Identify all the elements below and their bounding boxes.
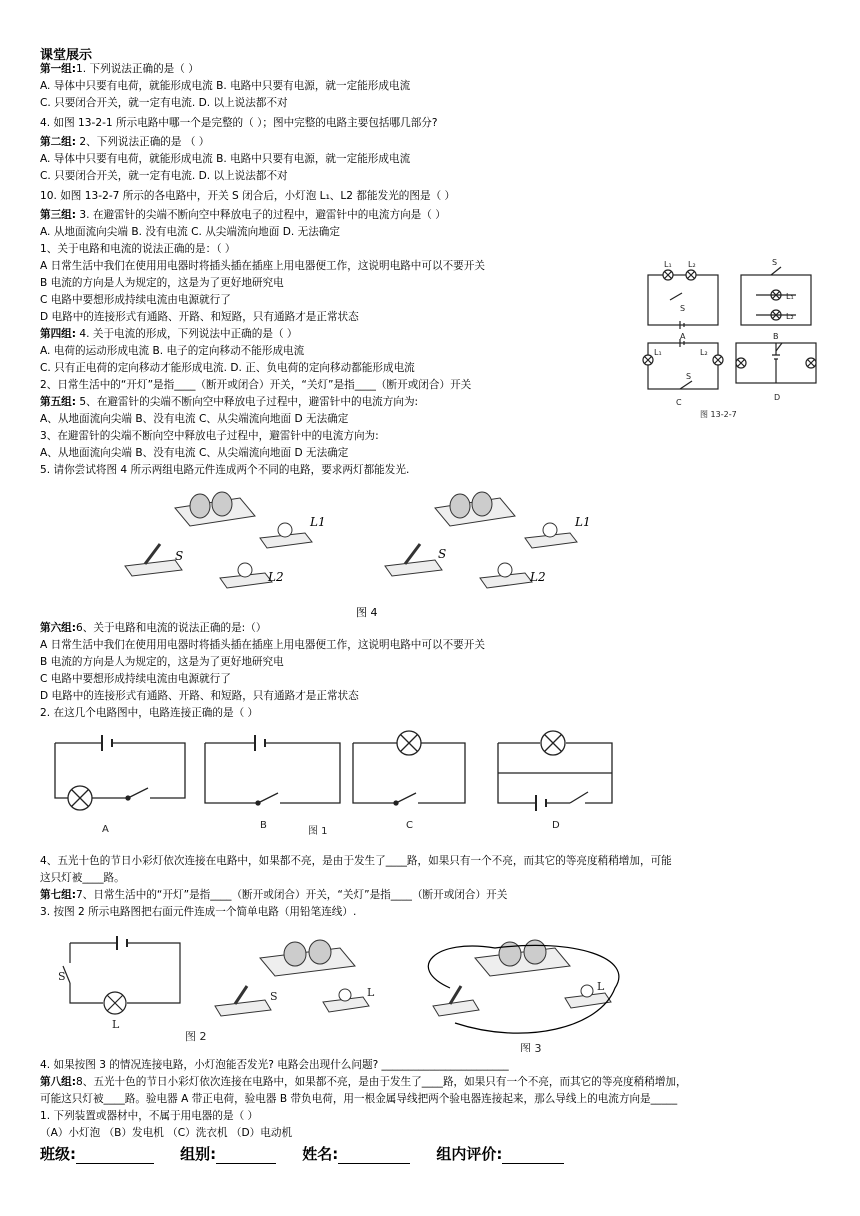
fig-label: L: [112, 1018, 120, 1031]
fig-label: A: [680, 332, 686, 341]
question-line: 第七组:7、日常生活中的“开灯”是指____（断开或闭合）开关，“关灯”是指____（断开或闭合）开关: [40, 889, 508, 901]
fig-caption: 图 1: [308, 826, 328, 837]
question-line: B 电流的方向是人为规定的，这是为了更好地研究电: [40, 277, 284, 289]
fig-label: L₂: [700, 348, 708, 357]
question-line: 可能这只灯被____路。验电器 A 带正电荷，验电器 B 带负电荷，用一根金属导线把两个验电器连接起来，那么导线上的电流方向是_____: [40, 1093, 678, 1105]
question-line: C. 只要闭合开关，就一定有电流. D. 以上说法都不对: [40, 97, 288, 109]
fig-label: D: [774, 393, 781, 402]
question-line: 第八组:8、五光十色的节日小彩灯依次连接在电路中，如果都不亮，是由于发生了____路，如果只有一个不亮，而其它的等亮度稍稍增加，: [40, 1076, 687, 1088]
name-field[interactable]: [338, 1148, 410, 1164]
class-field[interactable]: [76, 1148, 154, 1164]
question-line: 第五组: 5、在避雷针的尖端不断向空中释放电子过程中，避雷针中的电流方向为:: [40, 396, 419, 408]
fig-label: L₂: [786, 312, 794, 321]
fig-caption: 图 13-2-7: [700, 410, 737, 419]
fig-caption: 图 2: [185, 1030, 207, 1043]
question-line: 第一组:1. 下列说法正确的是（ ）: [40, 63, 199, 75]
question-line: 3、在避雷针的尖端不断向空中释放电子过程中，避雷针中的电流方向为:: [40, 430, 379, 442]
question-line: 10. 如图 13-2-7 所示的各电路中，开关 S 闭合后，小灯泡 L₁、L2 都能发光的图是（ ）: [40, 190, 456, 202]
question-line: 3. 按图 2 所示电路图把右面元件连成一个简单电路（用铅笔连线）.: [40, 906, 357, 918]
question-line: C 电路中要想形成持续电流由电源就行了: [40, 294, 231, 306]
question-line: 2、日常生活中的“开灯”是指____（断开或闭合）开关，“关灯”是指____（断开或闭合）开关: [40, 379, 472, 391]
fig-label: L₂: [688, 260, 696, 269]
fig-label: B: [260, 820, 267, 831]
question-line: A. 导体中只要有电荷，就能形成电流 B. 电路中只要有电源，就一定能形成电流: [40, 80, 411, 92]
fig-label: C: [676, 398, 682, 407]
fig-label: L₁: [654, 348, 662, 357]
fig-label: L2: [530, 570, 546, 584]
group-field[interactable]: [216, 1148, 276, 1164]
fig-label: L1: [310, 515, 326, 529]
question-line: D 电路中的连接形式有通路、开路、和短路，只有通路才是正常状态: [40, 690, 359, 702]
question-line: A、从地面流向尖端 B、没有电流 C、从尖端流向地面 D 无法确定: [40, 447, 349, 459]
fig-caption: 图 3: [520, 1042, 542, 1052]
fig-label: B: [773, 332, 779, 341]
question-line: 4. 如果按图 3 的情况连接电路，小灯泡能否发光? 电路会出现什么问题? ________________________: [40, 1059, 509, 1071]
figure-1-circuits: [40, 728, 630, 838]
fig-label: L: [367, 986, 375, 999]
fig-label: A: [102, 824, 109, 835]
question-line: 4. 如图 13-2-1 所示电路中哪一个是完整的（ ）；图中完整的电路主要包括哪几部分?: [40, 117, 438, 129]
question-line: A. 导体中只要有电荷，就能形成电流 B. 电路中只要有电源，就一定能形成电流: [40, 153, 411, 165]
question-line: D 电路中的连接形式有通路、开路、和短路，只有通路才是正常状态: [40, 311, 359, 323]
question-line: A. 从地面流向尖端 B. 没有电流 C. 从尖端流向地面 D. 无法确定: [40, 226, 340, 238]
fig-label: L: [597, 980, 605, 993]
figure-4-components: [120, 478, 600, 598]
group-label: 组别:: [180, 1145, 217, 1163]
figure-13-2-7: [636, 255, 820, 421]
fig-label: C: [406, 820, 413, 831]
page-title: 课堂展示: [40, 48, 93, 63]
fig-label: L1: [575, 515, 591, 529]
fig-label: L₁: [664, 260, 672, 269]
question-line: 第二组: 2、下列说法正确的是 （ ）: [40, 136, 210, 148]
fig-label: L2: [268, 570, 284, 584]
fig-label: S: [680, 304, 686, 313]
name-label: 姓名:: [302, 1145, 339, 1163]
question-line: 第六组:6、关于电路和电流的说法正确的是:（）: [40, 622, 267, 634]
fig-label: D: [552, 820, 560, 831]
evaluation-label: 组内评价:: [436, 1145, 503, 1163]
question-line: A、从地面流向尖端 B、没有电流 C、从尖端流向地面 D 无法确定: [40, 413, 349, 425]
question-line: A. 电荷的运动形成电流 B. 电子的定向移动不能形成电流: [40, 345, 305, 357]
question-line: C 电路中要想形成持续电流由电源就行了: [40, 673, 231, 685]
question-line: （A）小灯泡 （B）发电机 （C）洗衣机 （D）电动机: [40, 1127, 293, 1139]
evaluation-field[interactable]: [502, 1148, 564, 1164]
question-line: A 日常生活中我们在使用用电器时将插头插在插座上用电器便工作，这说明电路中可以不要开关: [40, 639, 485, 651]
fig-label: S: [270, 990, 278, 1003]
fig-label: S: [175, 549, 184, 563]
question-line: 1、关于电路和电流的说法正确的是：（ ）: [40, 243, 236, 255]
fig-label: S: [438, 547, 447, 561]
question-line: 4、五光十色的节日小彩灯依次连接在电路中，如果都不亮，是由于发生了____路，如果只有一个不亮，而其它的等亮度稍稍增加，可能: [40, 855, 672, 867]
fig-label: S: [58, 970, 66, 983]
question-line: C. 只要闭合开关，就一定有电流. D. 以上说法都不对: [40, 170, 288, 182]
question-line: B 电流的方向是人为规定的，这是为了更好地研究电: [40, 656, 284, 668]
question-line: 2. 在这几个电路图中，电路连接正确的是（ ）: [40, 707, 259, 719]
class-label: 班级:: [40, 1145, 76, 1163]
question-line: C. 只有正电荷的定向移动才能形成电流. D. 正、负电荷的定向移动都能形成电流: [40, 362, 415, 374]
student-info-footer: [40, 1143, 564, 1164]
figure-2-3: [55, 928, 635, 1052]
question-line: 第三组: 3. 在避雷针的尖端不断向空中释放电子的过程中，避雷针中的电流方向是（ ）: [40, 209, 446, 221]
fig-label: S: [686, 372, 692, 381]
question-line: 这只灯被____路。: [40, 872, 125, 884]
question-line: 1. 下列装置或器材中，不属于用电器的是（ ）: [40, 1110, 259, 1122]
question-line: 5. 请你尝试将图 4 所示两组电路元件连成两个不同的电路，要求两灯都能发光.: [40, 464, 410, 476]
figure-4-caption: 图 4: [356, 606, 378, 619]
question-line: 第四组: 4. 关于电流的形成，下列说法中正确的是（ ）: [40, 328, 298, 340]
question-line: A 日常生活中我们在使用用电器时将插头插在插座上用电器便工作，这说明电路中可以不要开关: [40, 260, 485, 272]
fig-label: S: [772, 258, 778, 267]
fig-label: L₁: [786, 292, 794, 301]
